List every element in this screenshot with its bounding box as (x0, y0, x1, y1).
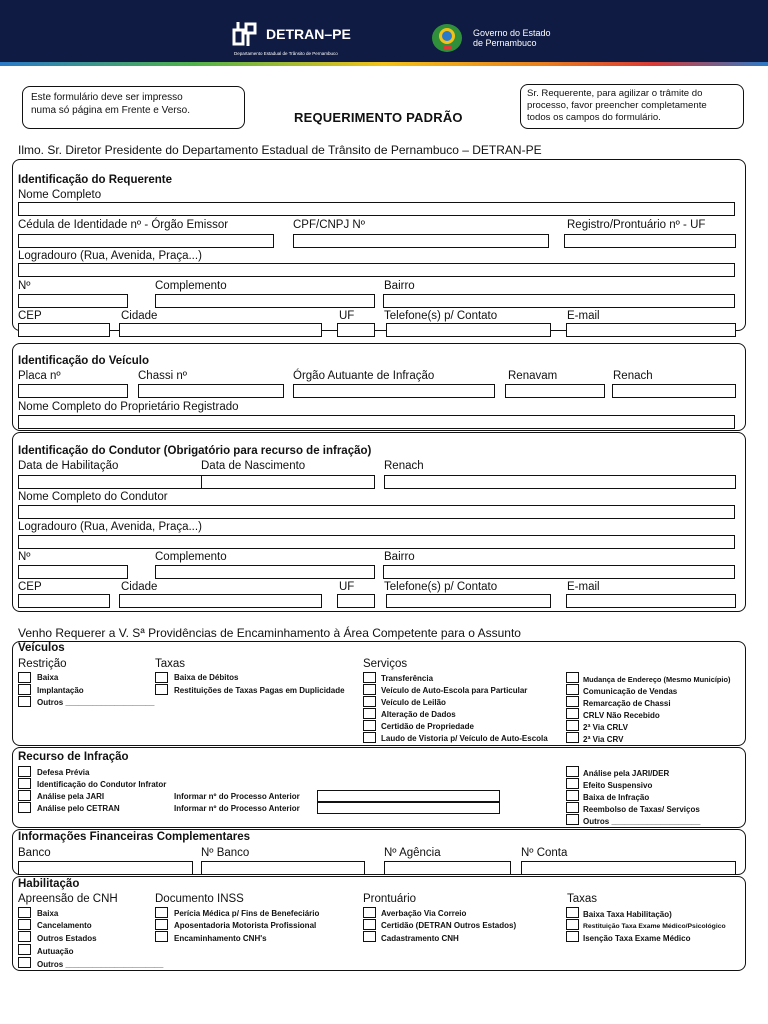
option-label: Defesa Prévia (37, 768, 90, 777)
checkbox-defesa-previa[interactable] (18, 766, 31, 777)
condutor-heading: Identificação do Condutor (Obrigatório para recurso de infração) (18, 445, 372, 457)
option-label: Baixa (37, 909, 59, 918)
processo-anterior-label-1: Informar nº do Processo Anterior (174, 792, 300, 801)
bairro-condutor-label: Bairro (384, 551, 415, 563)
nascimento-field[interactable] (201, 475, 375, 489)
servicos-label: Serviços (363, 658, 408, 670)
checkbox-isencao-exame[interactable] (566, 931, 579, 942)
placa-label: Placa nº (18, 370, 61, 382)
checkbox-cnh-autuacao[interactable] (18, 944, 31, 955)
option-label: Aposentadoria Motorista Profissional (174, 921, 317, 930)
processo-anterior-label-2: Informar nº do Processo Anterior (174, 804, 300, 813)
email-condutor-label: E-mail (567, 581, 600, 593)
option-label: Alteração de Dados (381, 710, 456, 719)
uf-label: UF (339, 310, 355, 322)
option-label: Veículo de Auto-Escola para Particular (381, 686, 528, 695)
conta-field[interactable] (521, 861, 736, 875)
cidade-condutor-field[interactable] (119, 594, 322, 608)
option-label: Baixa (37, 673, 59, 682)
checkbox-comunicacao-vendas[interactable] (566, 684, 579, 695)
checkbox-cnh-baixa[interactable] (18, 907, 31, 918)
telefone-condutor-field[interactable] (386, 594, 551, 608)
agencia-field[interactable] (384, 861, 511, 875)
cep-label: CEP (18, 310, 42, 322)
option-label: Outros Estados (37, 934, 97, 943)
option-label: Baixa de Infração (583, 793, 650, 802)
cpf-label: CPF/CNPJ Nº (293, 219, 365, 231)
cpf-field[interactable] (293, 234, 549, 248)
email-condutor-field[interactable] (566, 594, 736, 608)
option-label: Remarcação de Chassi (583, 699, 671, 708)
request-intro: Venho Requerer a V. Sª Providências de Encaminhamento à Área Competente para o Assunto (18, 626, 521, 640)
veiculos-heading: Veículos (18, 642, 65, 654)
bairro-condutor-field[interactable] (383, 565, 735, 579)
checkbox-averbacao[interactable] (363, 907, 376, 918)
checkbox-efeito-suspensivo[interactable] (566, 778, 579, 789)
fill-instruction-note (520, 84, 744, 129)
uf-condutor-field[interactable] (337, 594, 375, 608)
checkbox-cadastramento-cnh[interactable] (363, 931, 376, 942)
option-label: Cadastramento CNH (381, 934, 459, 943)
checkbox-identificacao-condutor[interactable] (18, 778, 31, 789)
cidade-label: Cidade (121, 310, 158, 322)
cidade-condutor-label: Cidade (121, 581, 158, 593)
orgao-field[interactable] (293, 384, 495, 398)
banco-label: Banco (18, 847, 51, 859)
checkbox-baixa-debitos[interactable] (155, 672, 168, 683)
cidade-field[interactable] (119, 323, 322, 337)
checkbox-analise-jari-der[interactable] (566, 766, 579, 777)
complemento-label: Complemento (155, 280, 227, 292)
taxas-veiculos-label: Taxas (155, 658, 186, 670)
option-label: Análise pela JARI (37, 792, 105, 801)
renach-condutor-label: Renach (384, 460, 424, 472)
requerente-heading: Identificação do Requerente (18, 174, 173, 186)
restricao-label: Restrição (18, 658, 67, 670)
checkbox-encaminhamento-cnh[interactable] (155, 931, 168, 942)
numero-label: Nº (18, 280, 31, 292)
checkbox-baixa-infracao[interactable] (566, 790, 579, 801)
option-label: 2ª Via CRLV (583, 723, 628, 732)
checkbox-pericia-medica[interactable] (155, 907, 168, 918)
checkbox-recurso-outros[interactable] (566, 814, 579, 825)
chassi-field[interactable] (138, 384, 284, 398)
renach-veiculo-field[interactable] (612, 384, 736, 398)
option-label: Certidão de Propriedade (381, 722, 474, 731)
complemento-field[interactable] (155, 294, 375, 308)
numero-condutor-label: Nº (18, 551, 31, 563)
option-label: Isenção Taxa Exame Médico (583, 934, 691, 943)
cedula-label: Cédula de Identidade nº - Órgão Emissor (18, 219, 229, 231)
checkbox-analise-jari[interactable] (18, 790, 31, 801)
nbanco-field[interactable] (201, 861, 365, 875)
checkbox-restricao-implantacao[interactable] (18, 684, 31, 695)
option-label: Encaminhamento CNH's (174, 934, 267, 943)
apreensao-label: Apreensão de CNH (18, 893, 118, 905)
checkbox-cnh-outros-estados[interactable] (18, 931, 31, 942)
option-label: Cancelamento (37, 921, 92, 930)
logradouro-condutor-label: Logradouro (Rua, Avenida, Praça...) (18, 521, 202, 533)
checkbox-autoescola-particular[interactable] (363, 684, 376, 695)
checkbox-2via-crlv[interactable] (566, 720, 579, 731)
option-label: Restituição Taxa Exame Médico/Psicológico (583, 923, 726, 930)
habilitacao-label: Data de Habilitação (18, 460, 119, 472)
option-label: Implantação (37, 686, 84, 695)
nome-condutor-label: Nome Completo do Condutor (18, 491, 168, 503)
habilitacao-heading: Habilitação (18, 878, 80, 890)
renavam-label: Renavam (508, 370, 558, 382)
brand-subtitle: Departamento Estadual de Trânsito de Pernambuco (234, 51, 338, 56)
option-label: Comunicação de Vendas (583, 687, 678, 696)
conta-label: Nº Conta (521, 847, 568, 859)
banco-field[interactable] (18, 861, 193, 875)
uf-condutor-label: UF (339, 581, 355, 593)
checkbox-restituicoes-duplicidade[interactable] (155, 684, 168, 695)
inss-label: Documento INSS (155, 893, 244, 905)
cedula-field[interactable] (18, 234, 274, 248)
nome-label: Nome Completo (18, 189, 102, 201)
checkbox-baixa-taxa-habilitacao[interactable] (566, 907, 579, 918)
option-label: Transferência (381, 674, 434, 683)
taxas-habilitacao-label: Taxas (567, 893, 598, 905)
telefone-field[interactable] (386, 323, 551, 337)
option-label: 2ª Via CRV (583, 735, 624, 744)
note-left-line1: Este formulário deve ser impresso (31, 92, 183, 103)
orgao-label: Órgão Autuante de Infração (293, 370, 435, 382)
complemento-condutor-field[interactable] (155, 565, 375, 579)
option-label: Outros ____________________ (37, 698, 155, 707)
gov-line2: de Pernambuco (473, 38, 537, 48)
checkbox-reembolso-taxas[interactable] (566, 802, 579, 813)
email-label: E-mail (567, 310, 600, 322)
option-label: Outros ______________________ (37, 960, 164, 969)
option-label: CRLV Não Recebido (583, 711, 660, 720)
checkbox-mudanca-endereco[interactable] (566, 672, 579, 683)
logradouro-condutor-field[interactable] (18, 535, 735, 549)
checkbox-certidao-propriedade[interactable] (363, 720, 376, 731)
cep-field[interactable] (18, 323, 110, 337)
option-label: Restituições de Taxas Pagas em Duplicidade (174, 686, 345, 695)
habilitacao-field[interactable] (18, 475, 210, 489)
option-label: Perícia Médica p/ Fins de Benefeciário (174, 909, 320, 918)
option-label: Laudo de Vistoria p/ Veículo de Auto-Escola (381, 734, 548, 743)
brand-name: DETRAN–PE (266, 26, 351, 42)
checkbox-certidao-detran[interactable] (363, 919, 376, 930)
nome-condutor-field[interactable] (18, 505, 735, 519)
option-label: Certidão (DETRAN Outros Estados) (381, 921, 517, 930)
option-label: Outros ____________________ (583, 817, 701, 826)
option-label: Autuação (37, 947, 74, 956)
telefone-label: Telefone(s) p/ Contato (384, 310, 498, 322)
salutation: Ilmo. Sr. Diretor Presidente do Departamento Estadual de Trânsito de Pernambuco – DETRAN-PE (18, 143, 542, 157)
header-bar (0, 0, 768, 66)
checkbox-veiculo-leilao[interactable] (363, 696, 376, 707)
logradouro-field[interactable] (18, 263, 735, 277)
option-label: Análise pelo CETRAN (37, 804, 120, 813)
recurso-heading: Recurso de Infração (18, 751, 129, 763)
checkbox-restituicao-exame[interactable] (566, 919, 579, 930)
checkbox-restricao-outros[interactable] (18, 696, 31, 707)
processo-anterior-field-2[interactable] (317, 802, 500, 814)
option-label: Averbação Via Correio (381, 909, 467, 918)
numero-field[interactable] (18, 294, 128, 308)
option-label: Veículo de Leilão (381, 698, 446, 707)
checkbox-cnh-outros[interactable] (18, 957, 31, 968)
option-label: Identificação do Condutor Infrator (37, 780, 167, 789)
renach-condutor-field[interactable] (384, 475, 736, 489)
gov-line1: Governo do Estado (473, 28, 551, 38)
financeiras-heading: Informações Financeiras Complementares (18, 831, 250, 843)
checkbox-2via-crv[interactable] (566, 732, 579, 743)
numero-condutor-field[interactable] (18, 565, 128, 579)
checkbox-alteracao-dados[interactable] (363, 708, 376, 719)
prontuario-label: Prontuário (363, 893, 417, 905)
checkbox-restricao-baixa[interactable] (18, 672, 31, 683)
renavam-field[interactable] (505, 384, 605, 398)
form-title: REQUERIMENTO PADRÃO (294, 110, 463, 125)
complemento-condutor-label: Complemento (155, 551, 227, 563)
bairro-field[interactable] (383, 294, 735, 308)
email-field[interactable] (566, 323, 736, 337)
placa-field[interactable] (18, 384, 128, 398)
note-right-line1: Sr. Requerente, para agilizar o trâmite do (527, 88, 703, 99)
cep-condutor-label: CEP (18, 581, 42, 593)
agencia-label: Nº Agência (384, 847, 441, 859)
uf-field[interactable] (337, 323, 375, 337)
state-coat-of-arms-icon (430, 22, 464, 54)
veiculo-heading: Identificação do Veículo (18, 355, 150, 367)
chassi-label: Chassi nº (138, 370, 187, 382)
option-label: Baixa de Débitos (174, 673, 239, 682)
logradouro-label: Logradouro (Rua, Avenida, Praça...) (18, 250, 202, 262)
option-label: Baixa Taxa Habilitação) (583, 910, 672, 919)
option-label: Efeito Suspensivo (583, 781, 653, 790)
telefone-condutor-label: Telefone(s) p/ Contato (384, 581, 498, 593)
option-label: Reembolso de Taxas/ Serviços (583, 805, 700, 814)
detran-logo-icon (232, 20, 262, 48)
proprietario-field[interactable] (18, 415, 735, 429)
note-left-line2: numa só página em Frente e Verso. (31, 105, 190, 116)
bairro-label: Bairro (384, 280, 415, 292)
checkbox-transferencia[interactable] (363, 672, 376, 683)
processo-anterior-field-1[interactable] (317, 790, 500, 802)
registro-label: Registro/Prontuário nº - UF (567, 219, 706, 231)
checkbox-laudo-vistoria[interactable] (363, 732, 376, 743)
checkbox-analise-cetran[interactable] (18, 802, 31, 813)
print-instruction-note (22, 86, 245, 129)
note-right-line2: processo, favor preencher completamente (527, 100, 707, 111)
proprietario-label: Nome Completo do Proprietário Registrado (18, 401, 239, 413)
option-label: Mudança de Endereço (Mesmo Município) (583, 675, 731, 684)
option-label: Análise pela JARI/DER (583, 769, 670, 778)
checkbox-remarcacao-chassi[interactable] (566, 696, 579, 707)
checkbox-aposentadoria[interactable] (155, 919, 168, 930)
checkbox-cnh-cancelamento[interactable] (18, 919, 31, 930)
nome-field[interactable] (18, 202, 735, 216)
renach-veiculo-label: Renach (613, 370, 653, 382)
note-right-line3: todos os campos do formulário. (527, 112, 661, 123)
nbanco-label: Nº Banco (201, 847, 250, 859)
nascimento-label: Data de Nascimento (201, 460, 306, 472)
color-stripe (0, 62, 768, 66)
checkbox-crlv-nao-recebido[interactable] (566, 708, 579, 719)
cep-condutor-field[interactable] (18, 594, 110, 608)
registro-field[interactable] (564, 234, 736, 248)
